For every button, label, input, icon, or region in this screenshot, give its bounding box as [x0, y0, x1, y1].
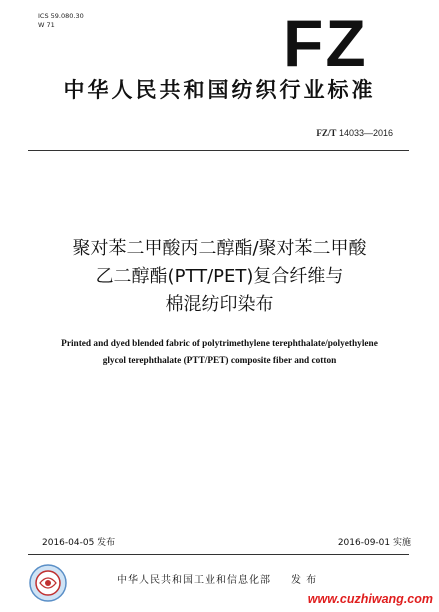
issue-date: 2016-04-05 发布 [42, 538, 116, 548]
standard-number-prefix: FZ/T [316, 128, 337, 138]
issuer-name: 中华人民共和国工业和信息化部 [117, 575, 271, 586]
classification-codes [38, 12, 84, 30]
implementation-date: 2016-09-01 实施 [337, 538, 411, 548]
top-divider [28, 150, 409, 151]
english-title-line-1: Printed and dyed blended fabric of polytrimethylene terephthalate/polyethylene [61, 339, 378, 349]
chinese-title-line-2: 乙二醇酯(PTT/PET)复合纤维与 [95, 266, 344, 287]
standard-title: 中华人民共和国纺织行业标准 [63, 78, 376, 102]
website-watermark[interactable]: www.cuzhiwang.com [307, 592, 433, 606]
chinese-title-line-1: 聚对苯二甲酸丙二醇酯/聚对苯二甲酸 [72, 238, 367, 259]
bottom-divider [28, 554, 409, 555]
standard-number [316, 128, 393, 138]
fz-logo: FZ [283, 6, 368, 80]
standard-seal-icon [28, 563, 68, 603]
issue-word: 发 布 [291, 575, 318, 586]
chinese-title [0, 235, 439, 319]
chinese-title-line-3: 棉混纺印染布 [165, 294, 274, 315]
ics-code: ICS 59.080.30 [38, 12, 84, 20]
ccs-code: W 71 [38, 21, 55, 29]
standard-number-value: 14033—2016 [338, 128, 393, 138]
english-title [0, 336, 439, 370]
english-title-line-2: glycol terephthalate (PTT/PET) composite fiber and cotton [102, 356, 337, 366]
issuing-authority [117, 571, 317, 586]
